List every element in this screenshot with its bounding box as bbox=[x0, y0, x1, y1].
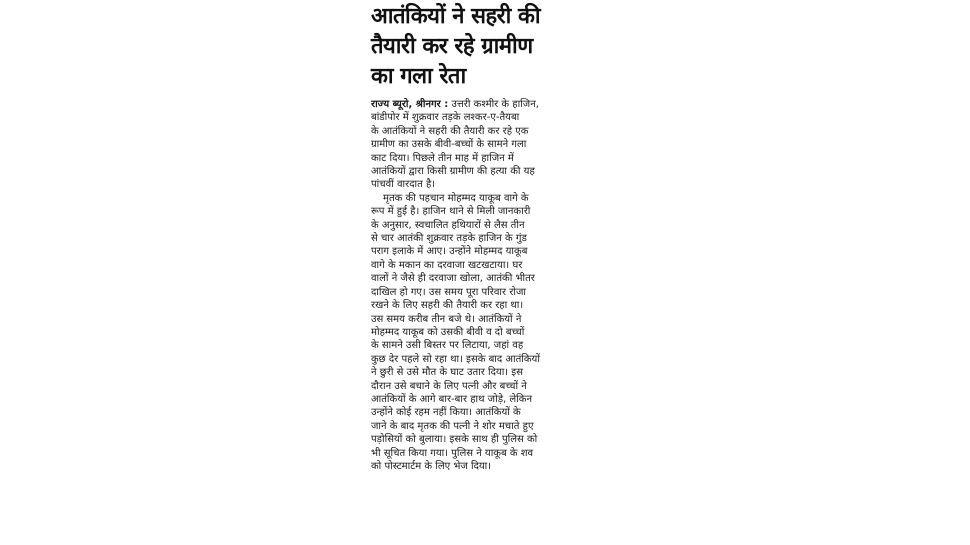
body-line: वागे के मकान का दरवाजा खटखटाया। घर bbox=[371, 259, 523, 271]
headline-line: आतंकियों ने सहरी की bbox=[371, 4, 541, 29]
body-line: को पोस्टमार्टम के लिए भेज दिया। bbox=[371, 460, 492, 472]
body-line: ने छुरी से उसे मौत के घाट उतार दिया। इस bbox=[371, 367, 523, 379]
body-line: काट दिया। पिछले तीन माह में हाजिन में bbox=[371, 152, 514, 164]
body-line: के सामने उसी बिस्तर पर लिटाया, जहां वह bbox=[371, 340, 524, 352]
headline-line: का गला रेता bbox=[371, 64, 466, 89]
body-line: के अनुसार, स्वचालित हथियारों से लैस तीन bbox=[371, 219, 525, 231]
body-line: के आतंकियों ने सहरी की तैयारी कर रहे एक bbox=[371, 125, 529, 137]
body-line: से चार आतंकी शुक्रवार तड़के हाजिन के गुंड bbox=[371, 233, 527, 245]
body-line: बांडीपोर में शुक्रवार तड़के लश्कर-ए-तैयबा bbox=[371, 112, 520, 124]
body-line: वालों ने जैसे ही दरवाजा खोला, आतंकी भीतर bbox=[371, 273, 535, 285]
body-line: रूप में हुई है। हाजिन थाने से मिली जानकारी bbox=[371, 206, 531, 218]
article-dateline: राज्य ब्यूरो, श्रीनगर : bbox=[371, 99, 449, 110]
body-line bbox=[371, 98, 555, 111]
body-line: उस समय करीब तीन बजे थे। आतंकियों ने bbox=[371, 313, 522, 325]
body-line: मोहम्मद याकूब को उसकी बीवी व दो बच्चों bbox=[371, 326, 525, 338]
article-body bbox=[367, 98, 555, 473]
body-line: पांचवीं वारदात है। bbox=[371, 179, 436, 191]
body-line: ग्रामीण का उसके बीवी-बच्चों के सामने गला bbox=[371, 139, 527, 151]
body-line: आतंकियों द्वारा किसी ग्रामीण की हत्या की यह bbox=[371, 166, 535, 178]
body-line: दाखिल हो गए। उस समय पूरा परिवार रोजा bbox=[371, 286, 526, 298]
body-line: उन्होंने कोई रहम नहीं किया। आतंकियों के bbox=[371, 407, 521, 419]
body-line: पराग इलाके में आए। उन्होंने मोहम्मद याकूब bbox=[371, 246, 528, 258]
body-line: आतंकियों के आगे बार-बार हाथ जोड़े, लेकिन bbox=[371, 393, 532, 405]
news-clipping bbox=[367, 0, 555, 545]
body-line: पड़ोसियों को बुलाया। इसके साथ ही पुलिस को bbox=[371, 434, 538, 446]
body-line: जाने के बाद मृतक की पत्नी ने शोर मचाते हुए bbox=[371, 420, 534, 432]
body-line: दौरान उसे बचाने के लिए पत्नी और बच्चों ने bbox=[371, 380, 527, 392]
body-text: उत्तरी कश्मीर के हाजिन, bbox=[451, 99, 539, 110]
body-line: भी सूचित किया गया। पुलिस ने याकूब के शव bbox=[371, 447, 534, 459]
headline-line: तैयारी कर रहे ग्रामीण bbox=[371, 34, 533, 59]
body-line: रखने के लिए सहरी की तैयारी कर रहा था। bbox=[371, 300, 524, 312]
body-line: कुछ देर पहले सो रहा था। इसके बाद आतंकियों bbox=[371, 353, 540, 365]
article-headline bbox=[367, 2, 555, 92]
body-line: मृतक की पहचान मोहम्मद याकूब वागे के bbox=[383, 192, 529, 204]
